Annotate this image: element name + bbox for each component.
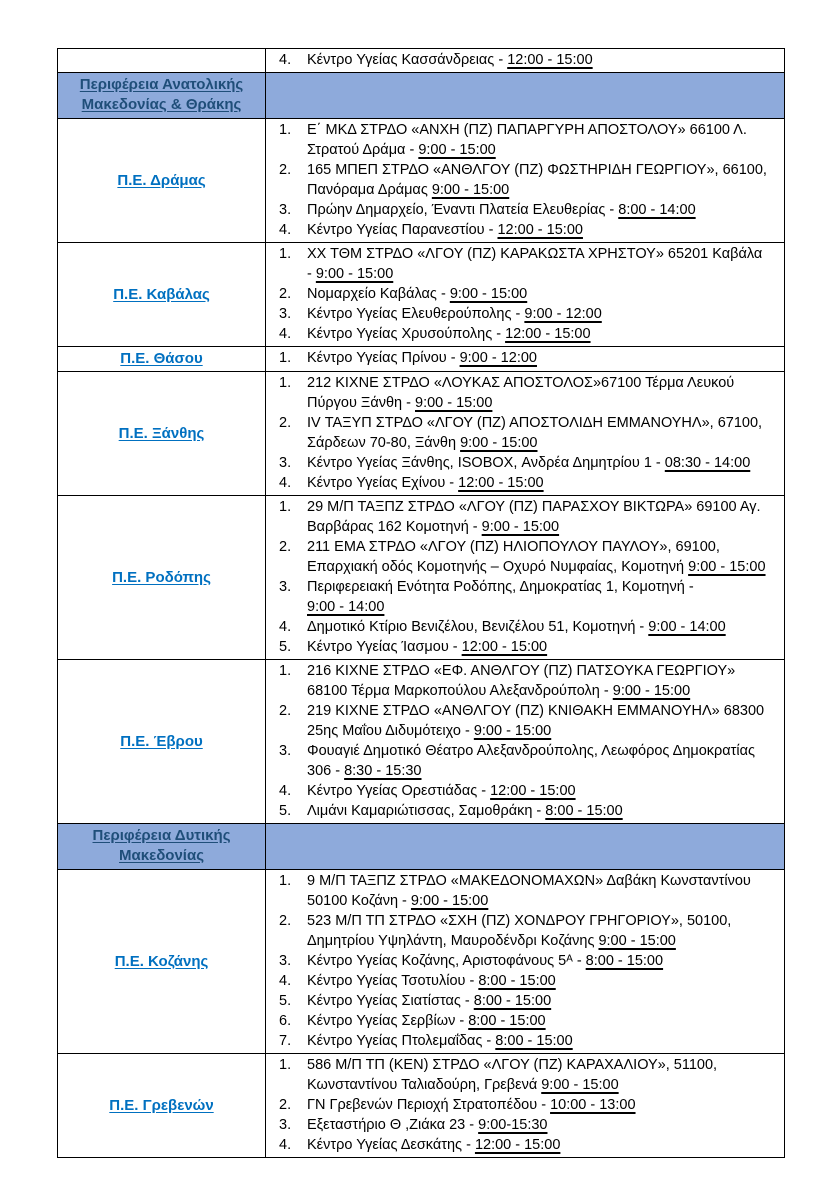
location-text: Νομαρχείο Καβάλας - [307,286,450,302]
location-description [307,304,770,324]
list-item-number: 1. [279,375,292,391]
location-text: Κέντρο Υγείας Πτολεμαΐδας - [307,1033,496,1049]
location-text: Κέντρο Υγείας Σιατίστας - [307,993,474,1009]
regional-unit-label-cell [58,119,266,243]
location-list-item [279,991,770,1011]
location-description [307,1055,770,1095]
location-description [307,413,770,453]
location-description [307,1011,770,1031]
list-item-number: 1. [279,663,292,679]
location-description [307,991,770,1011]
location-list-item [279,453,770,473]
location-text: 165 ΜΠΕΠ ΣΤΡΔΟ «ΑΝΘΛΓΟΥ (ΠΖ) ΦΩΣΤΗΡΙΔΗ ΓΕΩΡΓΙΟΥ», 66100, Πανόραμα Δράμας [307,162,767,198]
list-item-number: 2. [279,1097,292,1113]
regional-unit-row [58,496,785,660]
list-item-number: 1. [279,1057,292,1073]
location-text: IV ΤΑΞΥΠ ΣΤΡΔΟ «ΛΓΟΥ (ΠΖ) ΑΠΟΣΤΟΛΙΔΗ ΕΜΜΑΝΟΥΗΛ», 67100, Σάρδεων 70-80, Ξάνθη [307,415,763,451]
regional-unit-row [58,347,785,372]
regional-unit-label-cell [58,870,266,1054]
location-text: 216 ΚΙΧΝΕ ΣΤΡΔΟ «ΕΦ. ΑΝΘΛΓΟΥ (ΠΖ) ΠΑΤΣΟΥΚΑ ΓΕΩΡΓΙΟΥ» 68100 Τέρμα Μαρκοπούλου Αλεξανδρούπολη - [307,663,736,699]
location-description [307,284,770,304]
region-header-row [58,824,785,870]
location-list-item [279,871,770,911]
location-list-item [279,911,770,951]
locations-list-cell [266,49,785,73]
regional-unit-label: Π.Ε. Καβάλας [113,285,210,303]
location-hours: 8:00 - 15:00 [473,993,552,1009]
list-item-number: 2. [279,286,292,302]
location-list-item [279,348,770,368]
list-item-number: 5. [279,639,292,655]
location-hours: 9:00 - 15:00 [460,435,538,451]
location-text: Κέντρο Υγείας Ελευθερούπολης - [307,306,525,322]
location-text: ΓΝ Γρεβενών Περιοχή Στρατοπέδου - [307,1097,551,1113]
location-hours: 8:00 - 15:00 [495,1033,573,1049]
list-item-number: 1. [279,350,292,366]
location-text: Κέντρο Υγείας Δεσκάτης - [307,1137,475,1153]
list-item-number: 7. [279,1033,292,1049]
list-item-number: 3. [279,306,292,322]
location-list-item [279,1135,770,1155]
location-text: Κέντρο Υγείας Κασσάνδρειας - [307,52,508,68]
locations-list-cell [266,119,785,243]
location-hours: 9:00 - 15:00 [598,933,676,949]
location-list-item [279,661,770,701]
location-list-item [279,497,770,537]
location-text: Κέντρο Υγείας Ίασμου - [307,639,462,655]
continuation-row [58,49,785,73]
list-item-number: 4. [279,973,292,989]
location-description [307,1031,770,1051]
list-item-number: 4. [279,619,292,635]
location-hours: 9:00-15:30 [478,1117,548,1133]
location-description [307,911,770,951]
list-item-number: 2. [279,703,292,719]
location-description [307,324,770,344]
location-description [307,473,770,493]
location-list-item [279,801,770,821]
location-description [307,373,770,413]
location-list-item [279,304,770,324]
location-list-item [279,637,770,657]
location-hours: 12:00 - 15:00 [490,783,576,799]
location-hours: 8:00 - 15:00 [585,953,664,969]
list-item-number: 2. [279,539,292,555]
location-description [307,453,770,473]
location-hours: 9:00 - 12:00 [459,350,537,366]
list-item-number: 2. [279,162,292,178]
locations-list-cell [266,496,785,660]
location-list-item [279,200,770,220]
location-hours: 9:00 - 15:00 [481,519,560,535]
regional-unit-label-cell [58,372,266,496]
location-text: Λιμάνι Καμαριώτισσας, Σαμοθράκη - [307,803,546,819]
location-description [307,971,770,991]
location-text: Κέντρο Υγείας Πρίνου - [307,350,460,366]
list-item-number: 3. [279,202,292,218]
location-hours: 08:30 - 14:00 [664,455,751,471]
location-text: Κέντρο Υγείας Τσοτυλίου - [307,973,479,989]
location-hours: 9:00 - 12:00 [524,306,602,322]
location-list-item [279,284,770,304]
location-description [307,244,770,284]
location-hours: 12:00 - 15:00 [507,52,593,68]
list-item-number: 3. [279,743,292,759]
location-list-item [279,951,770,971]
list-item-number: 1. [279,499,292,515]
location-hours: 12:00 - 15:00 [461,639,548,655]
location-description [307,220,770,240]
location-hours: 8:00 - 15:00 [468,1013,546,1029]
location-list-item [279,1011,770,1031]
location-list-item [279,1115,770,1135]
location-hours: 9:00 - 15:00 [473,723,552,739]
list-item-number: 1. [279,122,292,138]
location-text: 29 Μ/Π ΤΑΞΠΖ ΣΤΡΔΟ «ΛΓΟΥ (ΠΖ) ΠΑΡΑΣΧΟΥ ΒΙΚΤΩΡΑ» 69100 Αγ. Βαρβάρας 162 Κομοτηνή - [307,499,761,535]
location-list-item [279,1031,770,1051]
regional-unit-label: Π.Ε. Θάσου [120,350,203,367]
location-text: Κέντρο Υγείας Κοζάνης, Αριστοφάνους 5ᴬ - [307,953,586,969]
regional-unit-row [58,243,785,347]
location-hours: 9:00 - 15:00 [612,683,691,699]
location-text: 9 Μ/Π ΤΑΞΠΖ ΣΤΡΔΟ «ΜΑΚΕΔΟΝΟΜΑΧΩΝ» Δαβάκη Κωνσταντίνου 50100 Κοζάνη - [307,873,751,909]
list-item-number: 4. [279,52,292,68]
location-text: Δημοτικό Κτίριο Βενιζέλου, Βενιζέλου 51, Κομοτηνή - [307,619,649,635]
location-text: Κέντρο Υγείας Ορεστιάδας - [307,783,491,799]
location-text: 586 Μ/Π ΤΠ (ΚΕΝ) ΣΤΡΔΟ «ΛΓΟΥ (ΠΖ) ΚΑΡΑΧΑΛΙΟΥ», 51100, Κωνσταντίνου Ταλιαδούρη, Γρεβενά [307,1057,718,1093]
location-description [307,537,770,577]
location-list-item [279,120,770,160]
location-text: Ε΄ ΜΚΔ ΣΤΡΔΟ «ΑΝΧΗ (ΠΖ) ΠΑΠΑΡΓΥΡΗ ΑΠΟΣΤΟΛΟΥ» 66100 Λ. Στρατού Δράμα - [307,122,747,158]
locations-list-cell [266,243,785,347]
location-text: Κέντρο Υγείας Χρυσούπολης - [307,326,506,342]
location-list-item [279,741,770,781]
location-list-item [279,701,770,741]
list-item-number: 2. [279,913,292,929]
list-item-number: 5. [279,993,292,1009]
regional-unit-row [58,372,785,496]
location-hours: 9:00 - 14:00 [648,619,726,635]
location-text: Περιφερειακή Ενότητα Ροδόπης, Δημοκρατίας 1, Κομοτηνή - [307,579,694,595]
location-text: 219 ΚΙΧΝΕ ΣΤΡΔΟ «ΑΝΘΛΓΟΥ (ΠΖ) ΚΝΙΘΑΚΗ ΕΜΜΑΝΟΥΗΛ» 68300 25ης Μαΐου Διδυμότειχο - [307,703,765,739]
list-item-number: 3. [279,953,292,969]
list-item-number: 4. [279,783,292,799]
list-item-number: 4. [279,326,292,342]
locations-list-cell [266,372,785,496]
location-hours: 9:00 - 15:00 [410,893,489,909]
location-description [307,871,770,911]
location-description [307,781,770,801]
location-hours: 9:00 - 15:00 [449,286,528,302]
regional-unit-label-cell [58,496,266,660]
location-list-item [279,537,770,577]
location-list-item [279,1095,770,1115]
regional-unit-label-cell [58,347,266,372]
location-list-item [279,413,770,453]
location-hours: 8:00 - 14:00 [618,202,696,218]
location-text: Φουαγιέ Δημοτικό Θέατρο Αλεξανδρούπολης, Λεωφόρος Δημοκρατίας 306 - [307,743,755,779]
location-text: Πρώην Δημαρχείο, Έναντι Πλατεία Ελευθερίας - [307,202,619,218]
locations-list-cell [266,870,785,1054]
list-item-number: 1. [279,873,292,889]
location-description [307,1095,770,1115]
location-description [307,50,770,70]
location-hours: 12:00 - 15:00 [505,326,591,342]
regional-unit-row [58,119,785,243]
list-item-number: 3. [279,1117,292,1133]
location-hours: 12:00 - 15:00 [458,475,544,491]
regional-unit-label-cell [58,1054,266,1158]
location-list-item [279,160,770,200]
location-hours: 8:00 - 15:00 [478,973,556,989]
location-list-item [279,220,770,240]
location-description [307,661,770,701]
location-hours: 9:00 - 15:00 [688,559,766,575]
location-description [307,637,770,657]
location-description [307,348,770,368]
region-header-cell [58,824,266,870]
location-text: 523 Μ/Π ΤΠ ΣΤΡΔΟ «ΣΧΗ (ΠΖ) ΧΟΝΔΡΟΥ ΓΡΗΓΟΡΙΟΥ», 50100, Δημητρίου Υψηλάντη, Μαυροδένδρι Κοζάνης [307,913,732,949]
region-header-row [58,73,785,119]
location-hours: 9:00 - 14:00 [307,599,385,615]
location-hours: 12:00 - 15:00 [497,222,583,238]
locations-list-cell [266,347,785,372]
location-description [307,497,770,537]
region-header-empty-cell [266,73,785,119]
regional-unit-row [58,1054,785,1158]
location-list-item [279,473,770,493]
regional-unit-label-cell [58,243,266,347]
location-hours: 8:00 - 15:00 [545,803,623,819]
list-item-number: 5. [279,803,292,819]
location-hours: 8:30 - 15:30 [344,763,422,779]
location-text: Κέντρο Υγείας Ξάνθης, ISOBOX, Ανδρέα Δημητρίου 1 - [307,455,665,471]
location-text: Κέντρο Υγείας Εχίνου - [307,475,459,491]
location-description [307,1135,770,1155]
location-hours: 9:00 - 15:00 [541,1077,619,1093]
list-item-number: 6. [279,1013,292,1029]
location-list-item [279,244,770,284]
location-list-item [279,971,770,991]
regional-unit-label: Π.Ε. Κοζάνης [114,952,209,970]
location-hours: 9:00 - 15:00 [418,142,496,158]
location-hours: 9:00 - 15:00 [315,266,394,282]
vaccination-locations-table [57,48,785,1158]
list-item-number: 4. [279,475,292,491]
region-header-label: Περιφέρεια Δυτικής Μακεδονίας [92,827,231,864]
regional-unit-label: Π.Ε. Ροδόπης [112,568,211,586]
list-item-number: 4. [279,1137,292,1153]
list-item-number: 3. [279,455,292,471]
region-header-label: Περιφέρεια Ανατολικής Μακεδονίας & Θράκης [79,76,244,113]
regional-unit-row [58,870,785,1054]
location-text: 212 ΚΙΧΝΕ ΣΤΡΔΟ «ΛΟΥΚΑΣ ΑΠΟΣΤΟΛΟΣ»67100 Τέρμα Λευκού Πύργου Ξάνθη - [307,375,735,411]
regional-unit-label: Π.Ε. Ξάνθης [118,424,205,442]
location-text: ΧΧ ΤΘΜ ΣΤΡΔΟ «ΛΓΟΥ (ΠΖ) ΚΑΡΑΚΩΣΤΑ ΧΡΗΣΤΟΥ» 65201 Καβάλα - [307,246,763,282]
location-description [307,951,770,971]
location-description [307,701,770,741]
regional-unit-label-cell [58,660,266,824]
location-list-item [279,1055,770,1095]
regional-unit-row [58,660,785,824]
location-text: Κέντρο Υγείας Σερβίων - [307,1013,469,1029]
location-list-item [279,373,770,413]
location-description [307,1115,770,1135]
location-description [307,801,770,821]
region-header-empty-cell [266,824,785,870]
location-description [307,577,770,617]
list-item-number: 3. [279,579,292,595]
location-text: Κέντρο Υγείας Παρανεστίου - [307,222,498,238]
location-list-item [279,577,770,617]
location-hours: 12:00 - 15:00 [474,1137,561,1153]
location-description [307,120,770,160]
location-hours: 9:00 - 15:00 [415,395,493,411]
region-header-cell [58,73,266,119]
regional-unit-label: Π.Ε. Δράμας [117,171,206,189]
regional-unit-label-cell [58,49,266,73]
location-hours: 9:00 - 15:00 [431,182,510,198]
list-item-number: 1. [279,246,292,262]
list-item-number: 2. [279,415,292,431]
location-description [307,200,770,220]
location-description [307,741,770,781]
location-description [307,160,770,200]
location-list-item [279,324,770,344]
location-list-item [279,781,770,801]
regional-unit-label: Π.Ε. Γρεβενών [109,1096,214,1114]
list-item-number: 4. [279,222,292,238]
location-text: Εξεταστήριο Θ ,Ζιάκα 23 - [307,1117,479,1133]
location-list-item [279,50,770,70]
location-hours: 10:00 - 13:00 [550,1097,636,1113]
locations-list-cell [266,660,785,824]
locations-list-cell [266,1054,785,1158]
location-list-item [279,617,770,637]
regional-unit-label: Π.Ε. Έβρου [120,732,203,750]
location-description [307,617,770,637]
location-text: 211 ΕΜΑ ΣΤΡΔΟ «ΛΓΟΥ (ΠΖ) ΗΛΙΟΠΟΥΛΟΥ ΠΑΥΛΟΥ», 69100, Επαρχιακή οδός Κομοτηνής – Οχυρό Νυμφαίας, Κομοτηνή [307,539,720,575]
